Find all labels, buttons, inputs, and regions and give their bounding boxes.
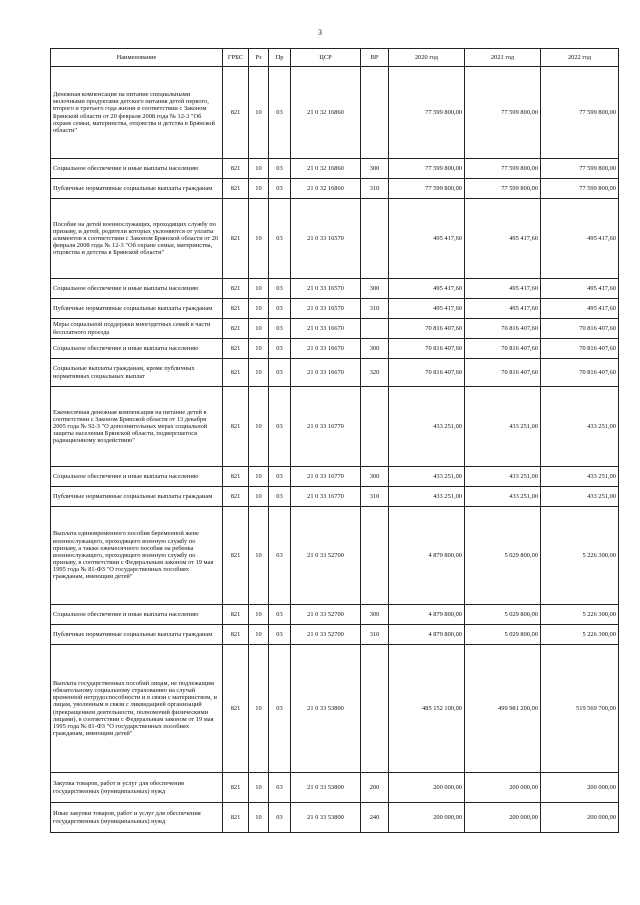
table-row [51, 179, 619, 199]
row-2021-cell: 499 981 200,00 [465, 645, 541, 773]
budget-table [50, 48, 619, 833]
row-2022-cell: 200 000,00 [541, 803, 619, 833]
row-pr-cell: 03 [269, 803, 291, 833]
row-csr-cell: 21 0 33 16770 [291, 487, 361, 507]
row-pr-cell: 03 [269, 625, 291, 645]
row-csr-cell: 21 0 32 16860 [291, 179, 361, 199]
row-vr-cell: 310 [361, 625, 389, 645]
row-csr-cell: 21 0 33 16570 [291, 299, 361, 319]
row-vr-cell: 300 [361, 467, 389, 487]
row-pr-cell: 03 [269, 507, 291, 605]
row-pr-cell: 03 [269, 199, 291, 279]
row-rz-cell: 10 [249, 339, 269, 359]
row-rz-cell: 10 [249, 507, 269, 605]
table-row [51, 645, 619, 773]
row-grbs-cell: 821 [223, 467, 249, 487]
row-2020-cell: 77 599 800,00 [389, 159, 465, 179]
row-2020-cell: 433 251,00 [389, 387, 465, 467]
row-pr-cell: 03 [269, 605, 291, 625]
row-rz-cell: 10 [249, 199, 269, 279]
row-rz-cell: 10 [249, 67, 269, 159]
row-csr-cell: 21 0 33 16570 [291, 279, 361, 299]
row-grbs-cell: 821 [223, 507, 249, 605]
row-rz-cell: 10 [249, 773, 269, 803]
row-2021-cell: 77 599 800,00 [465, 159, 541, 179]
table-row [51, 625, 619, 645]
row-grbs-cell: 821 [223, 773, 249, 803]
row-csr-cell: 21 0 33 16670 [291, 359, 361, 387]
row-vr-cell: 300 [361, 605, 389, 625]
row-2020-cell: 495 417,60 [389, 199, 465, 279]
row-name-cell: Ежемесячная денежная компенсация на питание детей в соответствии с Законом Брянской области от 13 декабря 2005 года № 92-З "О дополнительных мерах социальной защиты населения Брянской области, подвергшегося радиационному воздействию" [51, 387, 223, 467]
row-2022-cell: 77 599 800,00 [541, 179, 619, 199]
row-vr-cell [361, 67, 389, 159]
row-2020-cell: 200 000,00 [389, 803, 465, 833]
row-name-cell: Публичные нормативные социальные выплаты гражданам [51, 179, 223, 199]
row-2022-cell: 5 226 300,00 [541, 507, 619, 605]
row-csr-cell: 21 0 32 16860 [291, 67, 361, 159]
row-2022-cell: 519 569 700,00 [541, 645, 619, 773]
row-pr-cell: 03 [269, 487, 291, 507]
row-2021-cell: 495 417,60 [465, 199, 541, 279]
row-pr-cell: 03 [269, 359, 291, 387]
row-2020-cell: 4 879 800,00 [389, 605, 465, 625]
row-2021-cell: 77 599 800,00 [465, 67, 541, 159]
row-2020-cell: 485 152 100,00 [389, 645, 465, 773]
row-vr-cell: 310 [361, 487, 389, 507]
row-2020-cell: 70 816 407,60 [389, 359, 465, 387]
row-name-cell: Меры социальной поддержки многодетных семей в части бесплатного проезда [51, 319, 223, 339]
row-vr-cell: 300 [361, 159, 389, 179]
row-csr-cell: 21 0 33 52700 [291, 605, 361, 625]
row-rz-cell: 10 [249, 645, 269, 773]
row-2021-cell: 433 251,00 [465, 387, 541, 467]
row-2021-cell: 5 029 800,00 [465, 507, 541, 605]
row-rz-cell: 10 [249, 487, 269, 507]
row-2020-cell: 77 599 800,00 [389, 179, 465, 199]
row-grbs-cell: 821 [223, 387, 249, 467]
row-vr-cell: 310 [361, 299, 389, 319]
row-name-cell: Социальное обеспечение и иные выплаты населению [51, 279, 223, 299]
row-2020-cell: 4 879 800,00 [389, 625, 465, 645]
row-rz-cell: 10 [249, 179, 269, 199]
table-row [51, 773, 619, 803]
row-pr-cell: 03 [269, 159, 291, 179]
row-rz-cell: 10 [249, 299, 269, 319]
row-grbs-cell: 821 [223, 625, 249, 645]
row-vr-cell [361, 387, 389, 467]
row-rz-cell: 10 [249, 359, 269, 387]
header-rz: Рз [249, 49, 269, 67]
table-header-row [51, 49, 619, 67]
row-vr-cell [361, 645, 389, 773]
row-rz-cell: 10 [249, 319, 269, 339]
row-csr-cell: 21 0 33 16570 [291, 199, 361, 279]
header-name: Наименование [51, 49, 223, 67]
row-2020-cell: 70 816 407,60 [389, 339, 465, 359]
table-row [51, 467, 619, 487]
row-2021-cell: 70 816 407,60 [465, 339, 541, 359]
row-vr-cell: 200 [361, 773, 389, 803]
row-csr-cell: 21 0 33 16770 [291, 387, 361, 467]
row-csr-cell: 21 0 33 53800 [291, 773, 361, 803]
row-2020-cell: 70 816 407,60 [389, 319, 465, 339]
row-vr-cell: 240 [361, 803, 389, 833]
row-csr-cell: 21 0 33 53800 [291, 803, 361, 833]
row-2021-cell: 5 029 800,00 [465, 625, 541, 645]
table-row [51, 299, 619, 319]
row-csr-cell: 21 0 33 52700 [291, 625, 361, 645]
row-2020-cell: 77 599 800,00 [389, 67, 465, 159]
row-vr-cell: 320 [361, 359, 389, 387]
row-vr-cell [361, 319, 389, 339]
row-grbs-cell: 821 [223, 359, 249, 387]
row-pr-cell: 03 [269, 339, 291, 359]
row-2022-cell: 70 816 407,60 [541, 319, 619, 339]
row-csr-cell: 21 0 32 16860 [291, 159, 361, 179]
header-vr: ВР [361, 49, 389, 67]
page-number: 3 [318, 28, 322, 37]
row-name-cell: Социальные выплаты гражданам, кроме публичных нормативных социальных выплат [51, 359, 223, 387]
row-name-cell: Социальное обеспечение и иные выплаты населению [51, 339, 223, 359]
header-pr: Пр [269, 49, 291, 67]
row-2020-cell: 433 251,00 [389, 487, 465, 507]
row-2022-cell: 200 000,00 [541, 773, 619, 803]
row-2022-cell: 495 417,60 [541, 199, 619, 279]
header-2020: 2020 год [389, 49, 465, 67]
row-2021-cell: 70 816 407,60 [465, 319, 541, 339]
row-pr-cell: 03 [269, 319, 291, 339]
row-name-cell: Социальное обеспечение и иные выплаты населению [51, 605, 223, 625]
row-2021-cell: 495 417,60 [465, 299, 541, 319]
row-2021-cell: 200 000,00 [465, 773, 541, 803]
header-2022: 2022 год [541, 49, 619, 67]
row-pr-cell: 03 [269, 645, 291, 773]
row-grbs-cell: 821 [223, 487, 249, 507]
table-row [51, 159, 619, 179]
row-pr-cell: 03 [269, 387, 291, 467]
row-name-cell: Иные закупки товаров, работ и услуг для обеспечения государственных (муниципальных) нужд [51, 803, 223, 833]
row-grbs-cell: 821 [223, 299, 249, 319]
row-2022-cell: 495 417,60 [541, 279, 619, 299]
row-2022-cell: 433 251,00 [541, 387, 619, 467]
row-grbs-cell: 821 [223, 179, 249, 199]
row-pr-cell: 03 [269, 467, 291, 487]
table-row [51, 339, 619, 359]
row-csr-cell: 21 0 33 53800 [291, 645, 361, 773]
row-2022-cell: 5 226 300,00 [541, 605, 619, 625]
row-csr-cell: 21 0 33 52700 [291, 507, 361, 605]
row-2022-cell: 5 226 300,00 [541, 625, 619, 645]
row-name-cell: Закупка товаров, работ и услуг для обеспечения государственных (муниципальных) нужд [51, 773, 223, 803]
row-2021-cell: 433 251,00 [465, 487, 541, 507]
row-name-cell: Социальное обеспечение и иные выплаты населению [51, 159, 223, 179]
row-2020-cell: 495 417,60 [389, 279, 465, 299]
row-grbs-cell: 821 [223, 339, 249, 359]
row-2020-cell: 495 417,60 [389, 299, 465, 319]
header-csr: ЦСР [291, 49, 361, 67]
row-rz-cell: 10 [249, 387, 269, 467]
row-vr-cell: 310 [361, 179, 389, 199]
row-csr-cell: 21 0 33 16670 [291, 319, 361, 339]
row-rz-cell: 10 [249, 159, 269, 179]
row-2022-cell: 77 599 800,00 [541, 159, 619, 179]
row-2021-cell: 200 000,00 [465, 803, 541, 833]
row-csr-cell: 21 0 33 16770 [291, 467, 361, 487]
row-name-cell: Публичные нормативные социальные выплаты гражданам [51, 487, 223, 507]
row-vr-cell: 300 [361, 279, 389, 299]
row-grbs-cell: 821 [223, 279, 249, 299]
header-grbs: ГРБС [223, 49, 249, 67]
table-row [51, 67, 619, 159]
row-pr-cell: 03 [269, 67, 291, 159]
row-2020-cell: 4 879 800,00 [389, 507, 465, 605]
table-row [51, 279, 619, 299]
row-2021-cell: 5 029 800,00 [465, 605, 541, 625]
table-row [51, 507, 619, 605]
row-2021-cell: 495 417,60 [465, 279, 541, 299]
row-2020-cell: 200 000,00 [389, 773, 465, 803]
table-row [51, 605, 619, 625]
row-grbs-cell: 821 [223, 67, 249, 159]
table-row [51, 319, 619, 339]
row-grbs-cell: 821 [223, 645, 249, 773]
row-rz-cell: 10 [249, 279, 269, 299]
row-vr-cell: 300 [361, 339, 389, 359]
table-row [51, 487, 619, 507]
row-grbs-cell: 821 [223, 319, 249, 339]
table-row [51, 803, 619, 833]
row-csr-cell: 21 0 33 16670 [291, 339, 361, 359]
header-2021: 2021 год [465, 49, 541, 67]
table-row [51, 359, 619, 387]
row-grbs-cell: 821 [223, 199, 249, 279]
row-vr-cell [361, 199, 389, 279]
row-2020-cell: 433 251,00 [389, 467, 465, 487]
table-row [51, 199, 619, 279]
table-body [51, 67, 619, 833]
row-name-cell: Денежная компенсация на питание специальными молочными продуктами детского питания детей первого, второго и третьего года жизни в соответствии с Законом Брянской области от 20 февраля 2008 года № 12-3 "Об охране семьи, материнства, отцовства и детства в Брянской области" [51, 67, 223, 159]
table-row [51, 387, 619, 467]
row-pr-cell: 03 [269, 179, 291, 199]
row-2022-cell: 70 816 407,60 [541, 359, 619, 387]
row-grbs-cell: 821 [223, 803, 249, 833]
row-name-cell: Публичные нормативные социальные выплаты гражданам [51, 625, 223, 645]
row-pr-cell: 03 [269, 773, 291, 803]
row-pr-cell: 03 [269, 279, 291, 299]
row-name-cell: Публичные нормативные социальные выплаты гражданам [51, 299, 223, 319]
row-vr-cell [361, 507, 389, 605]
row-name-cell: Выплата государственных пособий лицам, не подлежащим обязательному социальному страхованию на случай временной нетрудоспособности и в связи с материнством, и лицам, уволенным в связи с ликвидацией организаций (прекращением деятельности, полномочий физическими лицами), в соответствии с Федеральным законом от 19 мая 1995 года № 81-ФЗ "О государственных пособиях гражданам, имеющим детей" [51, 645, 223, 773]
row-2021-cell: 433 251,00 [465, 467, 541, 487]
row-rz-cell: 10 [249, 467, 269, 487]
row-name-cell: Выплата единовременного пособия беременной жене военнослужащего, проходящего военную службу по призыву, а также ежемесячного пособия на ребенка военнослужащего, проходящего военную службу по призыву, в соответствии с Федеральным законом от 19 мая 1995 года № 81-ФЗ "О государственных пособиях гражданам, имеющим детей" [51, 507, 223, 605]
row-grbs-cell: 821 [223, 159, 249, 179]
row-2021-cell: 77 599 800,00 [465, 179, 541, 199]
row-2021-cell: 70 816 407,60 [465, 359, 541, 387]
row-rz-cell: 10 [249, 605, 269, 625]
row-grbs-cell: 821 [223, 605, 249, 625]
row-2022-cell: 77 599 800,00 [541, 67, 619, 159]
row-rz-cell: 10 [249, 625, 269, 645]
row-pr-cell: 03 [269, 299, 291, 319]
row-2022-cell: 495 417,60 [541, 299, 619, 319]
row-2022-cell: 70 816 407,60 [541, 339, 619, 359]
row-2022-cell: 433 251,00 [541, 467, 619, 487]
row-name-cell: Пособие на детей военнослужащих, проходящих службу по призыву, и детей, родители которых уклоняются от уплаты алиментов в соответствии с Законом Брянской области от 20 февраля 2008 года № 12-3 "Об охране семьи, материнства, отцовства и детства в Брянской области" [51, 199, 223, 279]
row-rz-cell: 10 [249, 803, 269, 833]
row-name-cell: Социальное обеспечение и иные выплаты населению [51, 467, 223, 487]
row-2022-cell: 433 251,00 [541, 487, 619, 507]
